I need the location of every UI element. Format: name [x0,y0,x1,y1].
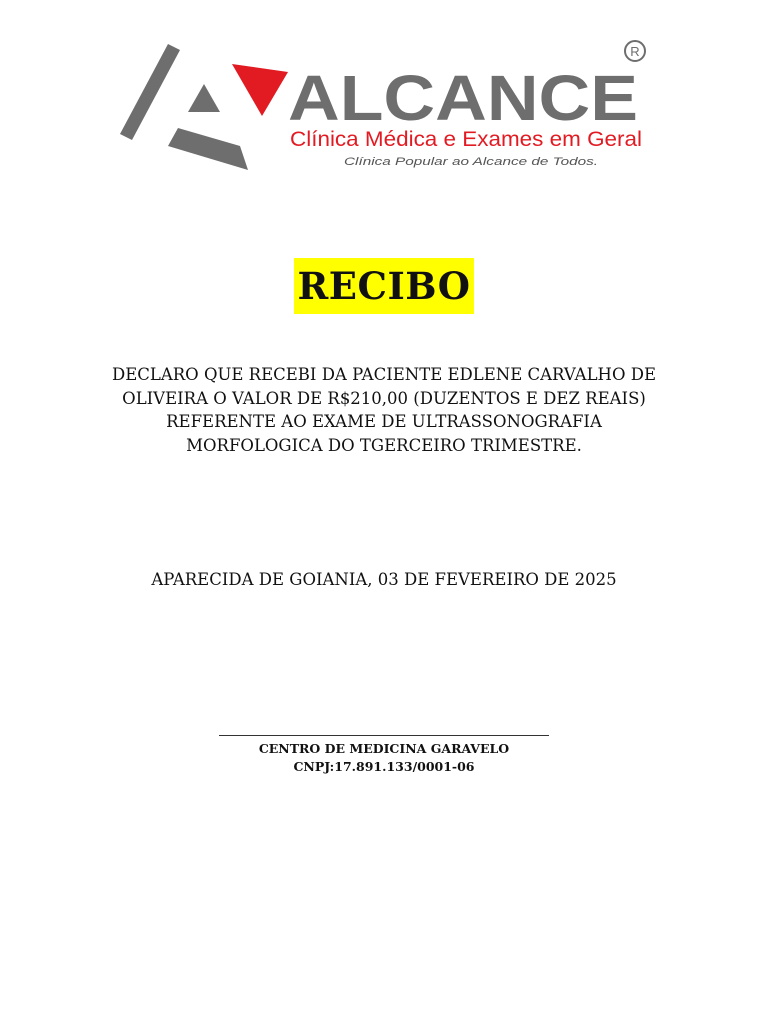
logo-tagline: Clínica Popular ao Alcance de Todos. [344,156,598,168]
title-wrapper [0,258,768,314]
logo-small-triangle [188,84,220,112]
logo-brand-text: ALCANCE [288,62,638,134]
logo-red-triangle [232,64,288,116]
declaration-text: DECLARO QUE RECEBI DA PACIENTE EDLENE CARVALHO DE OLIVEIRA O VALOR DE R$210,00 (DUZENTOS E DEZ REAIS) REFERENTE AO EXAME DE ULTRASSONOGRAFIA MORFOLOGICA DO TGERCEIRO TRIMESTRE. [111,365,656,455]
clinic-logo [118,38,658,178]
logo-base-shape [168,128,248,170]
logo-subtitle: Clínica Médica e Exames em Geral [290,128,642,151]
place-date-line: APARECIDA DE GOIANIA, 03 DE FEVEREIRO DE 2025 [151,570,617,589]
receipt-title: RECIBO [294,258,475,314]
signature-line [219,735,549,736]
registered-mark-letter: R [630,44,640,59]
logo-slash-shape [120,44,180,140]
company-cnpj: CNPJ:17.891.133/0001-06 [293,759,475,774]
company-name: CENTRO DE MEDICINA GARAVELO [258,741,510,756]
